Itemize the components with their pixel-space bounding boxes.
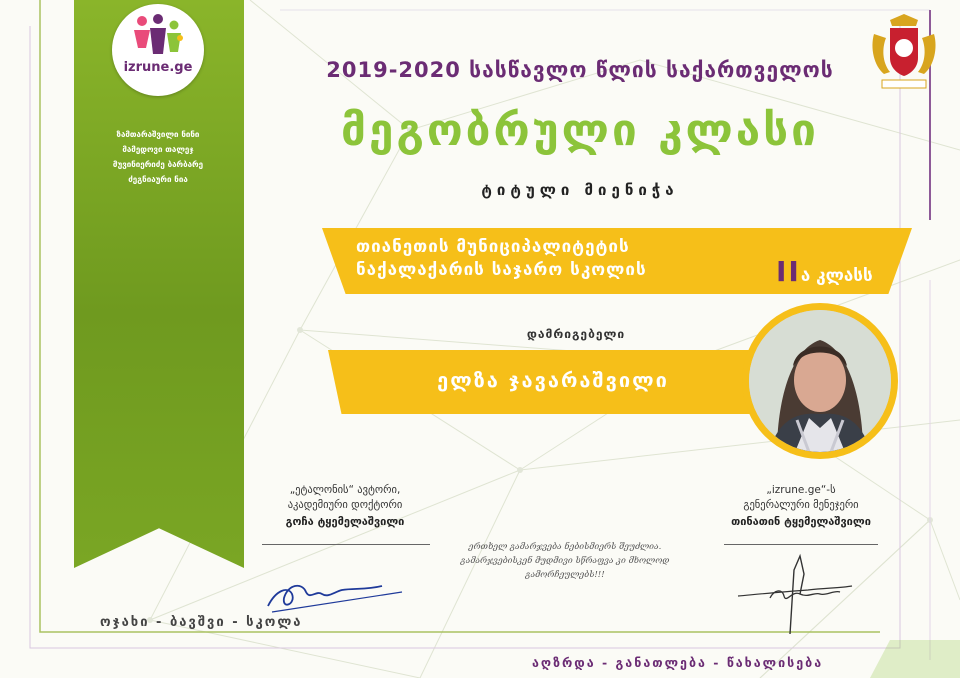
deserver-label: დამრიგებელი [526, 327, 626, 341]
left-title-line-1: „ეტალონის“ ავტორი, [289, 484, 401, 496]
bottom-slogan: აღზრდა - განათლება - წახალისება [532, 655, 824, 670]
note-line-1: ერთხელ გამარჯვება ნებისმიერს შეუძლია. [468, 542, 662, 552]
certificate-subtitle: ტიტული მიენიჭა [481, 181, 679, 199]
left-signatory-title [252, 483, 438, 513]
honoree-name: ელზა ჯავარაშვილი [437, 368, 669, 392]
school-line-2: ნაქალაქარის საჯარო სკოლის [356, 260, 647, 280]
right-title-line-1: „izrune.ge“-ს [766, 484, 836, 496]
class-label [776, 255, 873, 288]
motto: ოჯახი - ბავშვი - სკოლა [100, 615, 303, 630]
family-figures-icon [130, 14, 186, 60]
right-signature [730, 550, 860, 640]
logo-text: izrune.ge [123, 60, 193, 75]
izrune-logo [112, 4, 204, 96]
school-name [356, 236, 647, 282]
portrait-image [749, 310, 891, 452]
left-signature-line [262, 544, 430, 545]
academic-year-heading: 2019-2020 სასწავლო წლის საქართველოს [326, 58, 834, 82]
right-signatory-title [716, 483, 886, 513]
school-line-1: თიანეთის მუნიციპალიტეტის [356, 237, 630, 257]
class-suffix: ა კლასს [800, 266, 873, 286]
dedication-text: ზამთარაშვილი ნინი მამედოვი თალეჯ მუვინიერიძე ბარბარე ძეგნიაური ნია [112, 130, 204, 184]
right-title-line-2: გენერალური მენეჯერი [743, 499, 859, 511]
motivational-note [420, 540, 710, 582]
note-line-2: გამარჯვებისკენ მუდმივი სწრაფვა კი მხოლოდ გამორჩეულებს!!! [460, 556, 670, 580]
right-signature-line [724, 544, 878, 545]
honoree-photo [749, 310, 891, 452]
class-number: II [776, 255, 801, 288]
right-signatory-name: თინათინ ტყემელაშვილი [731, 515, 871, 528]
left-title-line-2: აკადემიური დოქტორი [287, 499, 403, 511]
certificate-title: მეგობრული კლასი [341, 105, 819, 156]
left-signature [262, 566, 412, 616]
left-signatory-name: გოჩა ტყემელაშვილი [285, 515, 405, 528]
georgia-coat-of-arms [860, 14, 948, 94]
